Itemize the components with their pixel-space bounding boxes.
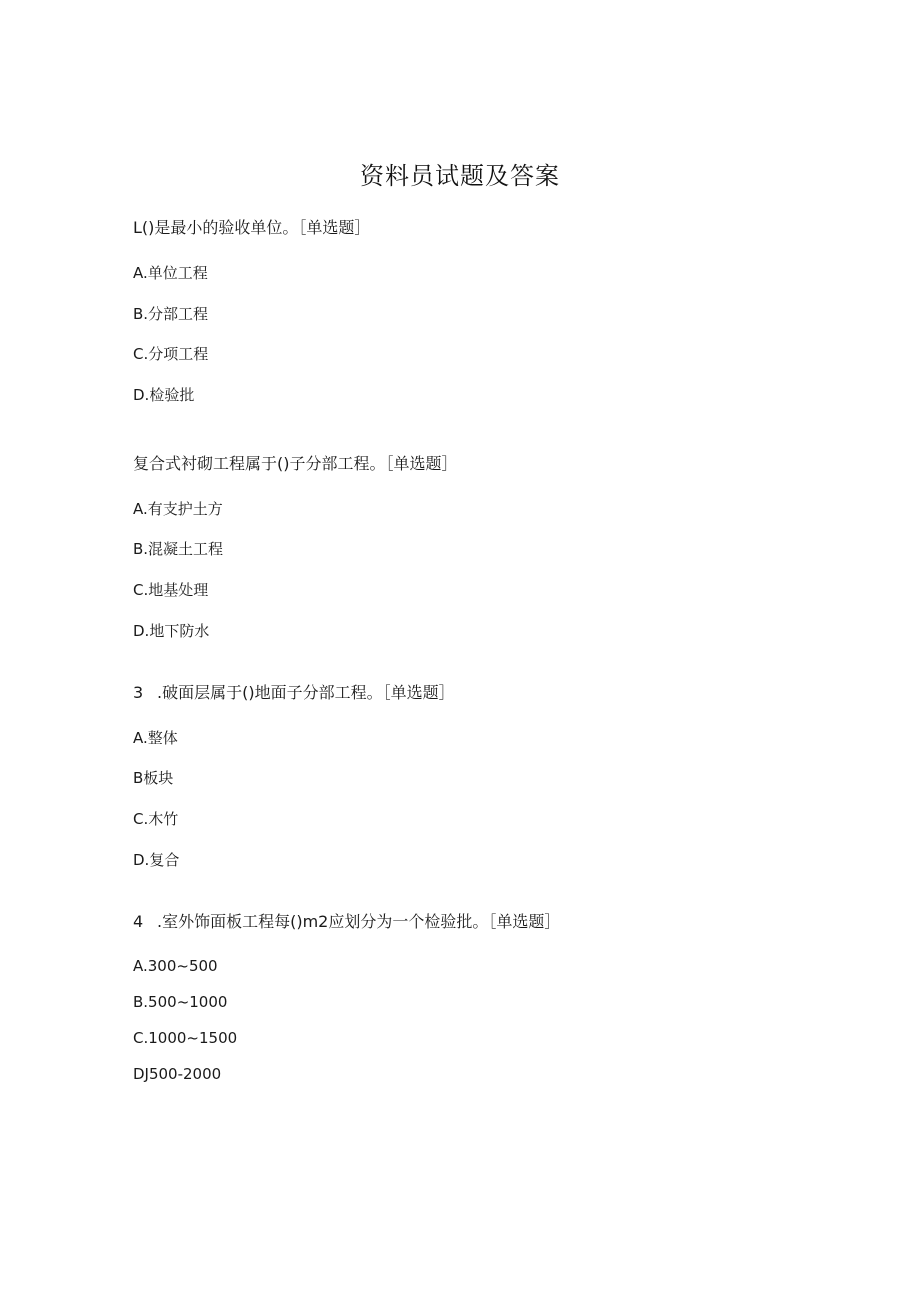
document-title: 资料员试题及答案 (360, 162, 560, 190)
question-1-option-c: C.分项工程 (133, 345, 209, 363)
question-1 (133, 217, 370, 239)
question-3 (133, 682, 455, 704)
question-3-option-d: D.复合 (133, 851, 180, 869)
question-4-option-d: DJ500-2000 (133, 1065, 222, 1083)
question-1-option-b: B.分部工程 (133, 305, 209, 323)
question-4-option-c: C.1000~1500 (133, 1029, 238, 1047)
question-4-option-a: A.300~500 (133, 957, 218, 975)
question-1-text: L()是最小的验收单位。［单选题］ (133, 218, 371, 237)
question-4-text: .室外饰面板工程每()m2应划分为一个检验批。［单选题］ (157, 912, 561, 931)
question-4-number: 4 (133, 912, 144, 931)
question-3-number: 3 (133, 683, 144, 702)
question-2-option-c: C.地基处理 (133, 581, 209, 599)
question-2 (133, 453, 458, 475)
question-3-option-c: C.木竹 (133, 810, 179, 828)
question-2-option-b: B.混凝土工程 (133, 540, 224, 558)
question-2-option-a: A.有支护土方 (133, 500, 223, 518)
question-1-option-a: A.单位工程 (133, 264, 208, 282)
question-2-text: 复合式衬砌工程属于()子分部工程。［单选题］ (133, 454, 458, 473)
question-4 (133, 911, 560, 933)
question-3-option-a: A.整体 (133, 729, 178, 747)
question-3-text: .破面层属于()地面子分部工程。［单选题］ (157, 683, 455, 702)
question-2-option-d: D.地下防水 (133, 622, 210, 640)
question-1-option-d: D.检验批 (133, 386, 195, 404)
question-4-option-b: B.500~1000 (133, 993, 228, 1011)
question-3-option-b: B板块 (133, 769, 174, 787)
